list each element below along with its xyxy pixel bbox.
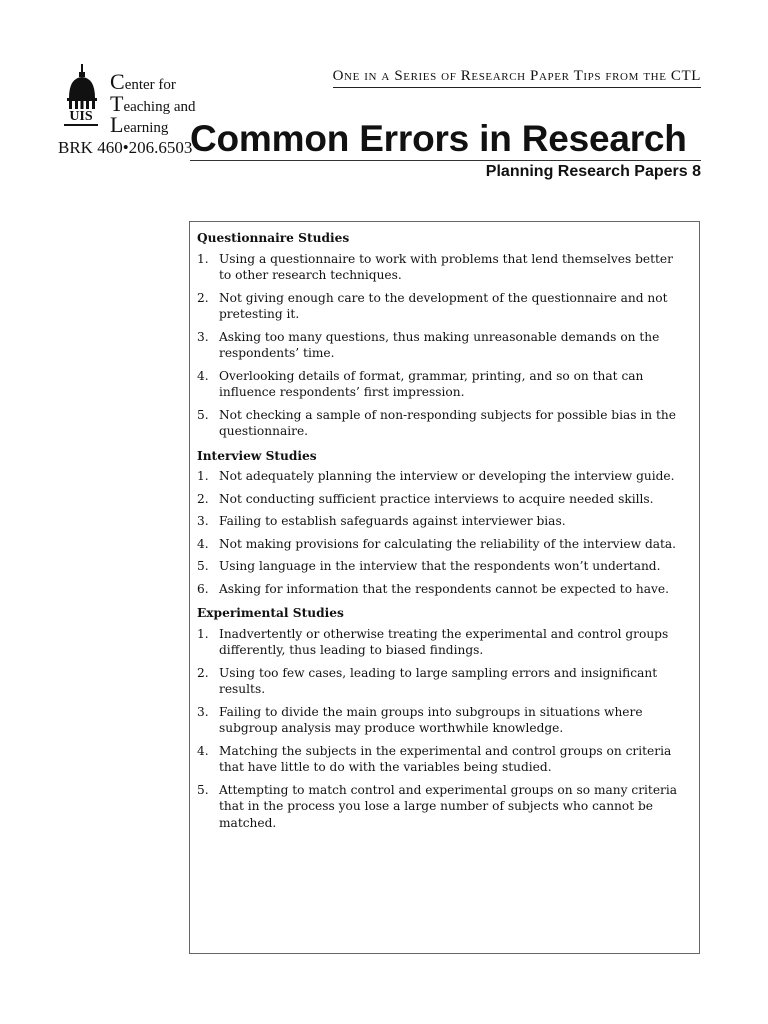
item-number: 2. bbox=[197, 665, 209, 680]
section-heading: Experimental Studies bbox=[197, 606, 344, 620]
item-text: Not conducting sufficient practice interviews to acquire needed skills. bbox=[219, 491, 654, 506]
item-text: Asking for information that the respondents cannot be expected to have. bbox=[219, 581, 669, 596]
list-item bbox=[197, 251, 681, 284]
item-number: 3. bbox=[197, 514, 209, 528]
item-text: Not making provisions for calculating the reliability of the interview data. bbox=[219, 536, 677, 551]
item-text: Using too few cases, leading to large sampling errors and insignificant results. bbox=[219, 665, 658, 696]
item-text: Matching the subjects in the experimental and control groups on criteria that have little to do with the variables being studied. bbox=[219, 743, 672, 774]
item-number: 5. bbox=[197, 407, 209, 422]
logo-rest: enter for bbox=[124, 77, 176, 93]
item-number: 1. bbox=[197, 626, 209, 641]
page-title: Common Errors in Research bbox=[190, 118, 687, 159]
item-text: Using language in the interview that the respondents won’t undertand. bbox=[219, 559, 661, 573]
list-item bbox=[197, 558, 681, 575]
item-number: 3. bbox=[197, 329, 209, 344]
item-text: Inadvertently or otherwise treating the experimental and control groups differently, thus leading to biased findings. bbox=[219, 626, 669, 657]
uis-logo-text: UIS bbox=[64, 110, 98, 126]
numbered-list bbox=[197, 468, 681, 597]
item-number: 3. bbox=[197, 704, 209, 719]
item-number: 2. bbox=[197, 290, 209, 305]
list-item bbox=[197, 329, 681, 362]
item-number: 4. bbox=[197, 743, 209, 758]
item-number: 1. bbox=[197, 251, 209, 266]
item-text: Overlooking details of format, grammar, printing, and so on that can influence respondents’ first impression. bbox=[219, 368, 644, 399]
list-item bbox=[197, 704, 681, 737]
list-item bbox=[197, 368, 681, 401]
list-item bbox=[197, 536, 681, 553]
list-item bbox=[197, 743, 681, 776]
item-text: Using a questionnaire to work with problems that lend themselves better to other research techniques. bbox=[219, 251, 673, 282]
item-text: Not adequately planning the interview or developing the interview guide. bbox=[219, 469, 675, 483]
section-heading: Questionnaire Studies bbox=[197, 231, 350, 245]
page-subtitle: Planning Research Papers 8 bbox=[485, 163, 701, 180]
logo-cap: T bbox=[110, 91, 124, 116]
list-item bbox=[197, 290, 681, 323]
list-item bbox=[197, 513, 681, 530]
list-item bbox=[197, 407, 681, 440]
numbered-list bbox=[197, 251, 681, 440]
list-item bbox=[197, 665, 681, 698]
item-text: Failing to establish safeguards against interviewer bias. bbox=[219, 514, 566, 528]
item-text: Attempting to match control and experimental groups on so many criteria that in the process you lose a large number of subjects who cannot be matched. bbox=[219, 782, 678, 830]
logo-rest: eaching and bbox=[123, 99, 196, 115]
item-number: 5. bbox=[197, 559, 209, 573]
item-text: Not giving enough care to the development of the questionnaire and not pretesting it. bbox=[219, 290, 668, 321]
list-item bbox=[197, 626, 681, 659]
content-box bbox=[189, 221, 700, 954]
logo-cap: L bbox=[110, 112, 124, 137]
list-item bbox=[197, 491, 681, 508]
item-text: Failing to divide the main groups into subgroups in situations where subgroup analysis may produce worthwhile knowledge. bbox=[219, 704, 643, 735]
item-text: Asking too many questions, thus making unreasonable demands on the respondents’ time. bbox=[219, 329, 660, 360]
list-item bbox=[197, 782, 681, 832]
numbered-list bbox=[197, 626, 681, 832]
item-number: 5. bbox=[197, 782, 209, 797]
item-text: Not checking a sample of non-responding subjects for possible bias in the questionnaire. bbox=[219, 407, 676, 438]
section-heading: Interview Studies bbox=[197, 448, 317, 463]
item-number: 1. bbox=[197, 469, 209, 483]
logo-line-learning bbox=[110, 112, 169, 137]
logo-rest: earning bbox=[123, 120, 169, 136]
item-number: 2. bbox=[197, 491, 209, 506]
item-number: 4. bbox=[197, 368, 209, 383]
title-divider bbox=[190, 160, 701, 161]
item-number: 6. bbox=[197, 581, 209, 596]
list-item bbox=[197, 581, 681, 598]
phone-number: BRK 460•206.6503 bbox=[58, 138, 193, 157]
item-number: 4. bbox=[197, 536, 209, 551]
logo-cap: C bbox=[110, 69, 125, 94]
series-tagline: One in a Series of Research Paper Tips from the CTL bbox=[333, 68, 701, 88]
list-item bbox=[197, 468, 681, 485]
